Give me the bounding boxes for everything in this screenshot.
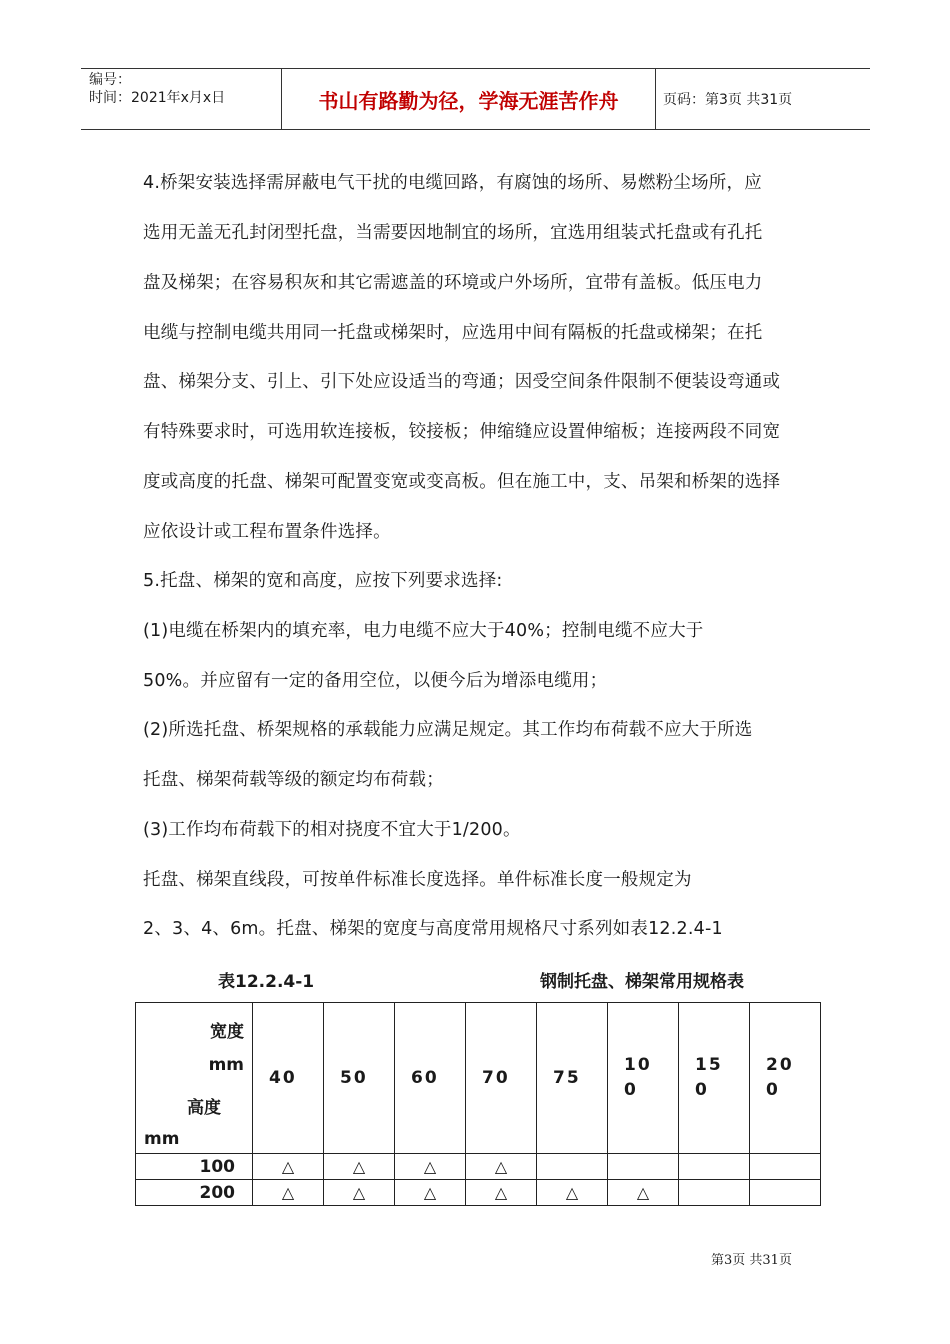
text-line: 4.桥架安装选择需屏蔽电气干扰的电缆回路，有腐蚀的场所、易燃粉尘场所，应 — [143, 173, 762, 193]
table-cell: △ — [466, 1180, 537, 1206]
corner-width-unit: mm — [208, 1055, 244, 1075]
table-title: 钢制托盘、梯架常用规格表 — [540, 972, 744, 992]
table-cell — [750, 1154, 821, 1180]
table-cell: △ — [395, 1154, 466, 1180]
table-cell — [537, 1154, 608, 1180]
width-header — [750, 1003, 821, 1154]
width-header — [608, 1003, 679, 1154]
text-line: 2、3、4、6m。托盘、梯架的宽度与高度常用规格尺寸系列如表12.2.4-1 — [143, 919, 723, 939]
table-cell: △ — [395, 1180, 466, 1206]
table-corner-header — [136, 1003, 253, 1154]
width-header-value: 50 — [340, 1067, 368, 1088]
page-header — [81, 68, 870, 130]
header-divider — [655, 69, 656, 129]
text-line: 盘及梯架；在容易积灰和其它需遮盖的环境或户外场所，宜带有盖板。低压电力 — [143, 273, 763, 293]
header-motto: 书山有路勤为径，学海无涯苦作舟 — [318, 88, 619, 113]
table-cell: △ — [608, 1180, 679, 1206]
header-page-number: 页码：第3页 共31页 — [663, 92, 793, 108]
text-line: (1)电缆在桥架内的填充率，电力电缆不应大于40%；控制电缆不应大于 — [143, 621, 704, 641]
text-line: 度或高度的托盘、梯架可配置变宽或变高板。但在施工中，支、吊架和桥架的选择 — [143, 472, 781, 492]
width-header-value: 75 — [553, 1067, 581, 1088]
width-header-value: 150 — [695, 1055, 723, 1100]
text-line: 5.托盘、梯架的宽和高度，应按下列要求选择: — [143, 571, 503, 591]
table-cell — [679, 1180, 750, 1206]
text-line: 盘、梯架分支、引上、引下处应设适当的弯通；因受空间条件限制不便装设弯通或 — [143, 372, 781, 392]
width-header — [324, 1003, 395, 1154]
width-header — [679, 1003, 750, 1154]
table-cell — [608, 1154, 679, 1180]
header-meta — [89, 71, 225, 107]
text-line: 电缆与控制电缆共用同一托盘或梯架时，应选用中间有隔板的托盘或梯架；在托 — [143, 323, 763, 343]
text-line: 选用无盖无孔封闭型托盘，当需要因地制宜的场所，宜选用组装式托盘或有孔托 — [143, 223, 763, 243]
spec-table — [135, 1002, 821, 1206]
table-cell: △ — [537, 1180, 608, 1206]
table-row — [136, 1180, 821, 1206]
table-header-row — [136, 1003, 821, 1154]
width-header-value: 200 — [766, 1055, 794, 1100]
width-header-value: 60 — [411, 1067, 439, 1088]
width-header — [466, 1003, 537, 1154]
width-header-value: 40 — [269, 1067, 297, 1088]
width-header — [253, 1003, 324, 1154]
table-cell — [750, 1180, 821, 1206]
text-line: 应依设计或工程布置条件选择。 — [143, 522, 391, 542]
corner-width-label: 宽度 — [210, 1022, 244, 1042]
text-line: 托盘、梯架直线段，可按单件标准长度选择。单件标准长度一般规定为 — [143, 870, 692, 890]
row-height-label: 200 — [136, 1180, 253, 1206]
table-cell: △ — [324, 1180, 395, 1206]
width-header-value: 100 — [624, 1055, 652, 1100]
number-label: 编号： — [89, 72, 131, 88]
table-cell: △ — [466, 1154, 537, 1180]
table-cell: △ — [253, 1180, 324, 1206]
date-label: 时间：2021年x月x日 — [89, 90, 226, 106]
text-line: 托盘、梯架荷载等级的额定均布荷载； — [143, 770, 444, 790]
width-header-value: 70 — [482, 1067, 510, 1088]
corner-height-unit: mm — [144, 1129, 180, 1149]
text-line: 50%。并应留有一定的备用空位，以便今后为增添电缆用； — [143, 671, 608, 691]
table-number: 表12.2.4-1 — [218, 972, 315, 992]
text-line: 有特殊要求时，可选用软连接板，铰接板；伸缩缝应设置伸缩板；连接两段不同宽 — [143, 422, 781, 442]
table-cell: △ — [253, 1154, 324, 1180]
width-header — [395, 1003, 466, 1154]
table-cell — [679, 1154, 750, 1180]
table-row — [136, 1154, 821, 1180]
corner-height-label: 高度 — [187, 1098, 221, 1118]
row-height-label: 100 — [136, 1154, 253, 1180]
text-line: (2)所选托盘、桥架规格的承载能力应满足规定。其工作均布荷载不应大于所选 — [143, 720, 753, 740]
page-footer: 第3页 共31页 — [711, 1253, 792, 1268]
table-cell: △ — [324, 1154, 395, 1180]
text-line: (3)工作均布荷载下的相对挠度不宜大于1/200。 — [143, 820, 521, 840]
width-header — [537, 1003, 608, 1154]
